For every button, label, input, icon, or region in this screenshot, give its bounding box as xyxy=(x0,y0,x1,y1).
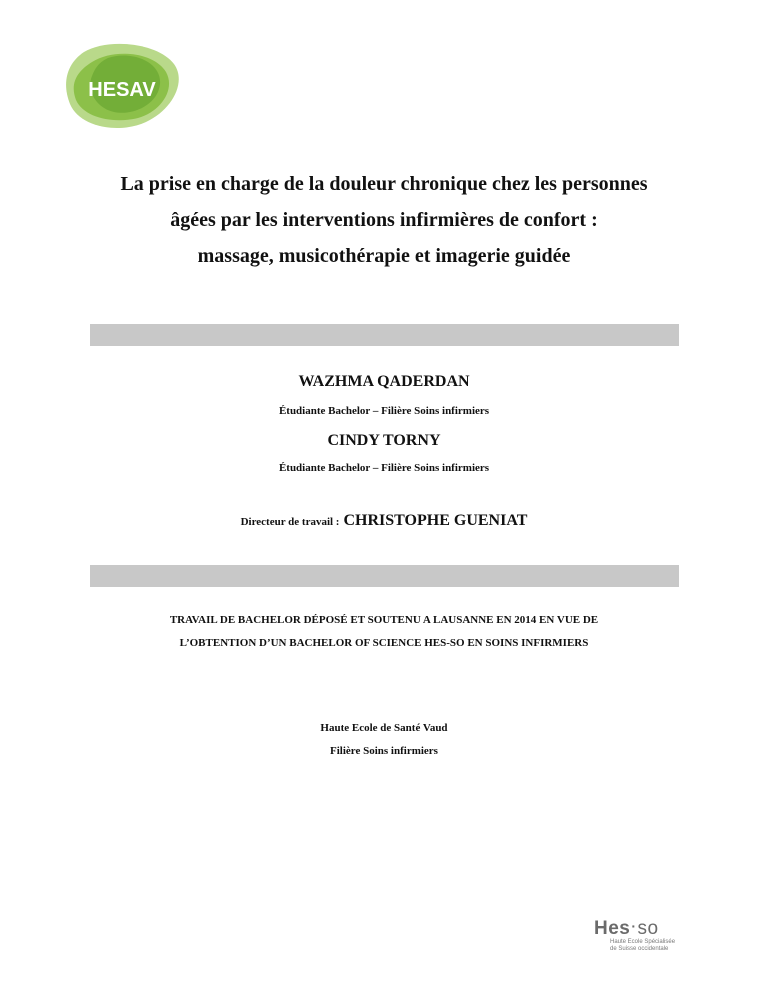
thesis-title xyxy=(60,166,708,274)
hes-so-mark-dot: · xyxy=(631,918,637,934)
director-name: CHRISTOPHE GUENIAT xyxy=(343,512,528,529)
statement-line: TRAVAIL DE BACHELOR DÉPOSÉ ET SOUTENU A LAUSANNE EN 2014 EN VUE DE xyxy=(169,614,599,626)
separator-bar xyxy=(90,565,679,587)
submission-statement xyxy=(0,609,768,655)
title-line: massage, musicothérapie et imagerie guidée xyxy=(197,245,571,267)
hes-so-mark-left: Hes xyxy=(594,918,631,939)
school-name: Haute Ecole de Santé Vaud xyxy=(320,722,448,734)
hesav-logo-text: HESAV xyxy=(88,79,156,101)
student-name: WAZHMA QADERDAN xyxy=(298,373,470,390)
director-label: Directeur de travail : xyxy=(240,516,340,528)
student-role: Étudiante Bachelor – Filière Soins infirmiers xyxy=(278,462,490,474)
hes-so-wordmark xyxy=(594,916,684,939)
hes-so-logo xyxy=(594,916,684,953)
hes-so-mark-right: so xyxy=(637,918,659,939)
hesav-logo xyxy=(62,40,182,132)
school-program: Filière Soins infirmiers xyxy=(330,745,438,757)
student-role: Étudiante Bachelor – Filière Soins infirmiers xyxy=(278,405,490,417)
director-line xyxy=(0,512,768,530)
hes-so-line1: Haute Ecole Spécialisée xyxy=(610,939,676,945)
hesav-logo-graphic xyxy=(62,40,182,132)
statement-line: L’OBTENTION D’UN BACHELOR OF SCIENCE HES-SO EN SOINS INFIRMIERS xyxy=(179,637,589,649)
student-name: CINDY TORNY xyxy=(327,432,441,449)
separator-bar xyxy=(90,324,679,346)
hes-so-line2: de Suisse occidentale xyxy=(610,946,669,952)
title-line: âgées par les interventions infirmières de confort : xyxy=(170,209,598,231)
school-info xyxy=(0,717,768,763)
title-line: La prise en charge de la douleur chronique chez les personnes xyxy=(120,173,648,195)
